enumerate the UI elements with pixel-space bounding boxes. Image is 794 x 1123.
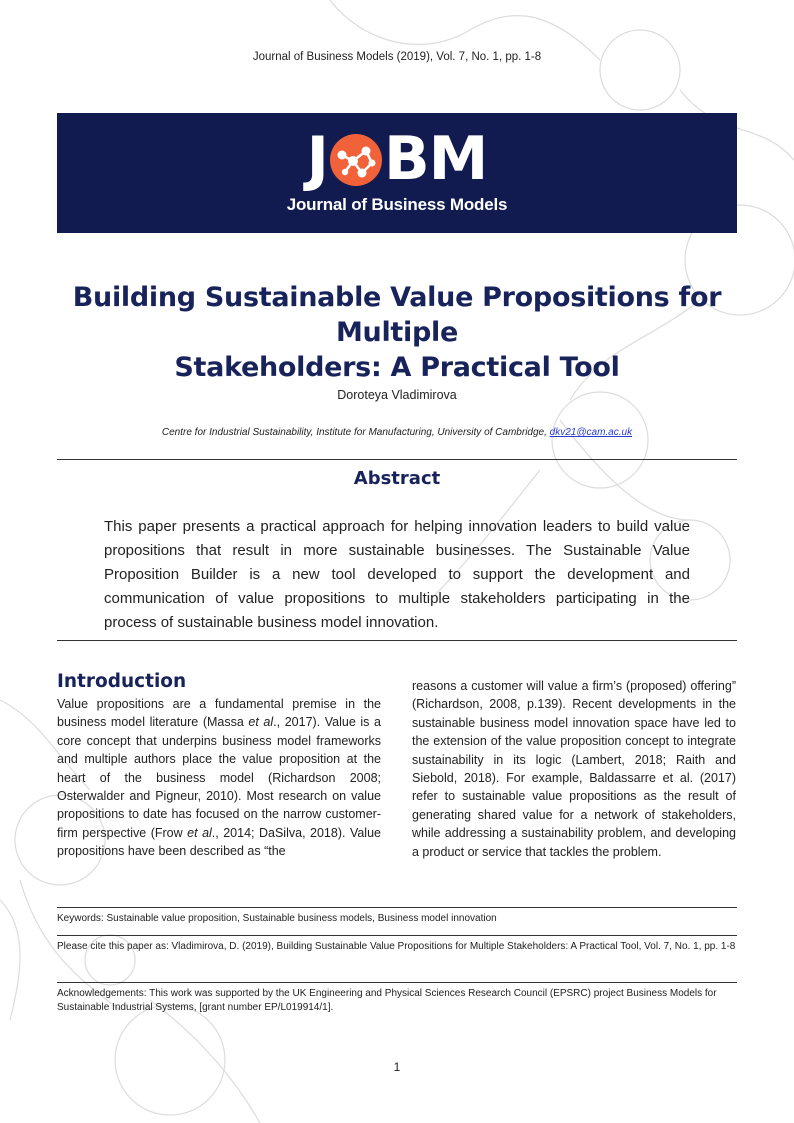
journal-citation-line: Journal of Business Models (2019), Vol. 7, No. 1, pp. 1-8 xyxy=(252,51,542,63)
author-email-link[interactable]: dkv21@cam.ac.uk xyxy=(549,427,633,438)
intro-col1-etal-1: et al xyxy=(248,715,274,730)
author-affiliation xyxy=(0,427,794,438)
logo-letters-bm: BM xyxy=(383,124,488,194)
intro-col1-etal-2: et al xyxy=(187,825,212,840)
intro-col1-part-b: ., 2017). Value is a core concept that underpins business model frameworks and multiple authors place the value proposition at the heart of the business model (Richardson 2008; Osterwalder and Pigneur, 2010). Most research on value propositions to date has focused on the narrow customer-firm perspective (Frow xyxy=(57,715,381,840)
divider-keywords xyxy=(57,907,737,908)
intro-col1-part-a: Value propositions are a fundamental premise in the business model literature (Massa xyxy=(57,697,381,730)
keywords: Keywords: Sustainable value proposition, Sustainable business models, Business model innovation xyxy=(57,913,497,924)
logo-subtitle: Journal of Business Models xyxy=(286,195,508,214)
divider-ack xyxy=(57,982,737,983)
logo-letter-j: J xyxy=(306,124,328,194)
paper-title xyxy=(40,280,754,385)
network-o-icon xyxy=(329,133,383,187)
paper-title-line-2: Stakeholders: A Practical Tool xyxy=(174,352,620,383)
acknowledgements: Acknowledgements: This work was supported by the UK Engineering and Physical Sciences Research Council (EPSRC) project Business Models for Sustainable Industrial Systems, [grant number EP/L019914/1]. xyxy=(57,988,717,1013)
jobm-logo xyxy=(57,124,737,194)
intro-column-2: reasons a customer will value a firm’s (proposed) offering” (Richardson, 2008, p.139). Recent developments in the sustainable business model innovation space have led to the extension of the value proposition concept to integrate sustainability in its logic (Lambert, 2018; Raith and Siebold, 2018). For example, Baldassarre et al. (2017) refer to sustainable value propositions as the result of generating shared value for a network of stakeholders, while addressing a sustainability problem, and developing a product or service that tackles the problem. xyxy=(412,679,736,859)
abstract-heading: Abstract xyxy=(353,468,441,489)
divider-abstract-bottom xyxy=(57,640,737,641)
divider-top xyxy=(57,459,737,460)
paper-title-line-1: Building Sustainable Value Propositions for Multiple xyxy=(72,282,722,348)
page-number: 1 xyxy=(393,1060,401,1074)
author-name: Doroteya Vladimirova xyxy=(337,388,457,402)
abstract-text: This paper presents a practical approach for helping innovation leaders to build value propositions that result in more sustainable businesses. The Sustainable Value Proposition Builder is a new tool developed to support the development and communication of value propositions to multiple stakeholders participating in the process of sustainable business model innovation. xyxy=(104,518,690,631)
citation-note: Please cite this paper as: Vladimirova, D. (2019), Building Sustainable Value Propositions for Multiple Stakeholders: A Practical Tool, Vol. 7, No. 1, pp. 1-8 xyxy=(57,941,736,952)
affiliation-text: Centre for Industrial Sustainability, Institute for Manufacturing, University of Cambridge, xyxy=(161,427,547,438)
intro-column-1 xyxy=(57,695,381,861)
journal-banner xyxy=(57,113,737,233)
intro-col1-part-c: ., 2014; DaSilva, 2018). Value propositions have been described as “the xyxy=(57,825,381,859)
introduction-heading: Introduction xyxy=(57,671,187,692)
divider-cite xyxy=(57,935,737,936)
